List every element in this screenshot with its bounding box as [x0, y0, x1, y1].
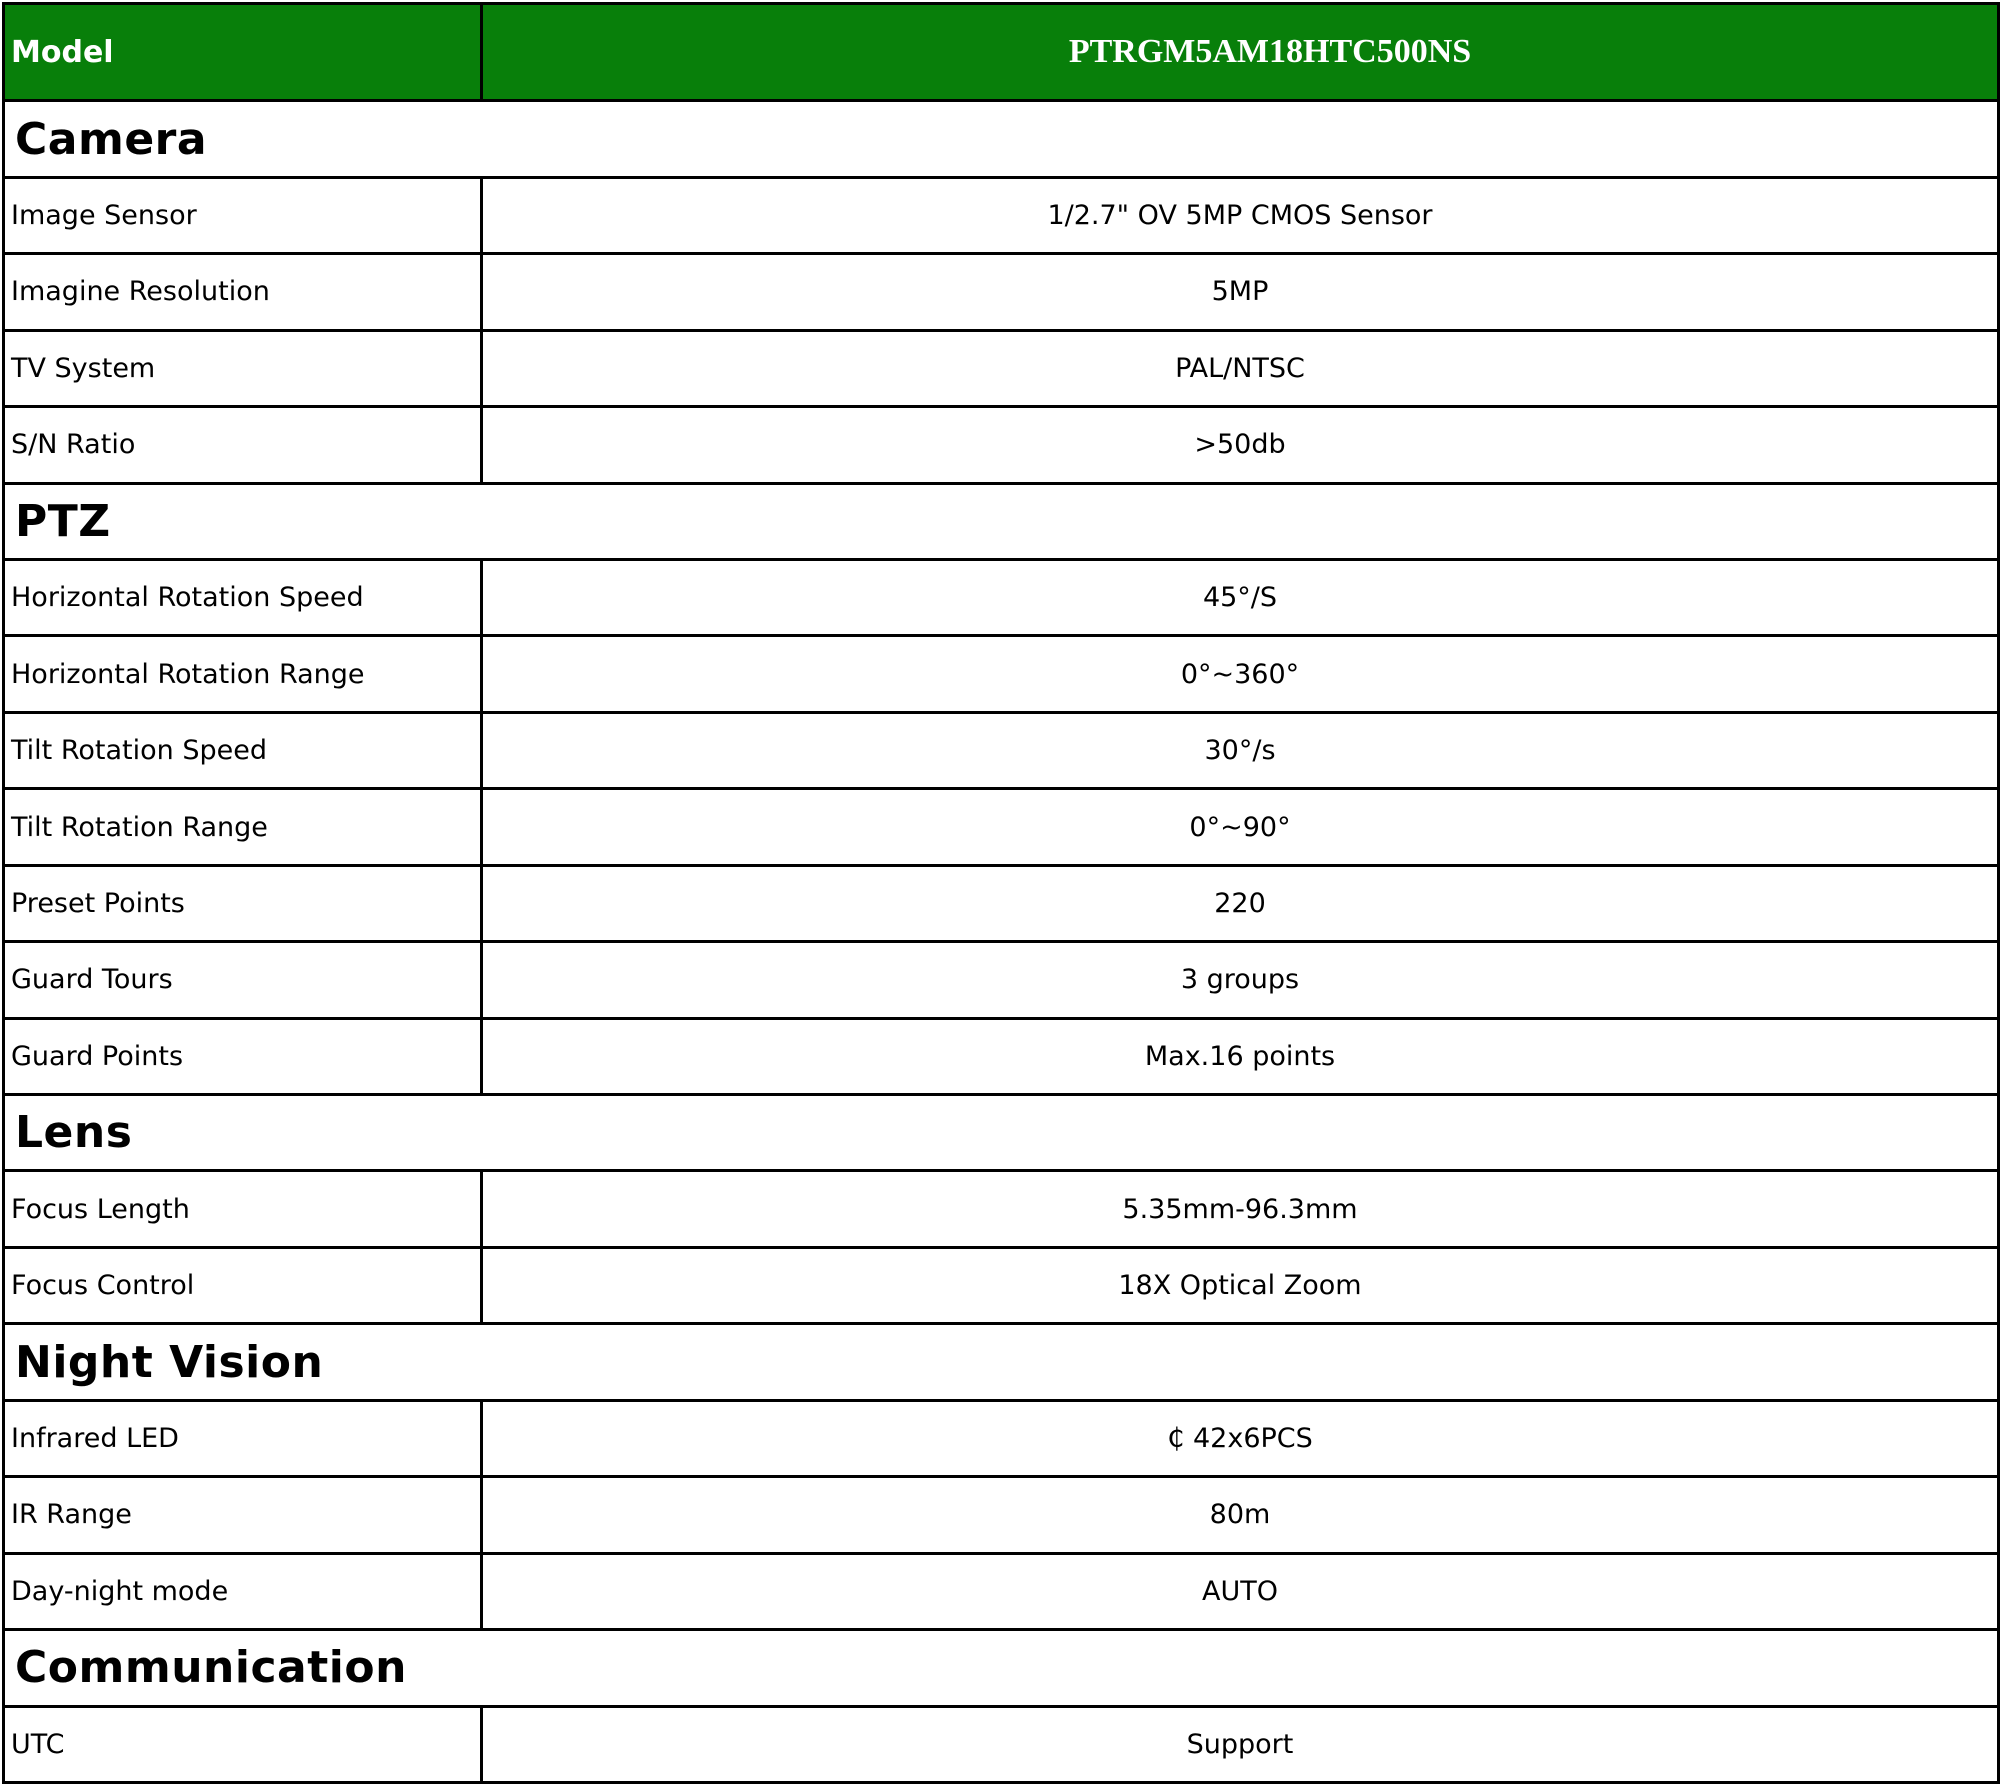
section-title: Camera	[4, 101, 1999, 177]
model-row	[4, 4, 1999, 101]
spec-row	[4, 1171, 1999, 1247]
spec-value: 5MP	[482, 254, 1999, 330]
spec-label: Focus Control	[4, 1247, 482, 1323]
spec-label: Imagine Resolution	[4, 254, 482, 330]
spec-value: Max.16 points	[482, 1018, 1999, 1094]
spec-value: 5.35mm-96.3mm	[482, 1171, 1999, 1247]
spec-value: 220	[482, 865, 1999, 941]
model-label: Model	[4, 4, 482, 101]
section-row-night-vision	[4, 1324, 1999, 1400]
section-row-camera	[4, 101, 1999, 177]
spec-label: Horizontal Rotation Range	[4, 636, 482, 712]
spec-value: Support	[482, 1706, 1999, 1782]
spec-value: 3 groups	[482, 942, 1999, 1018]
spec-value: 0°~360°	[482, 636, 1999, 712]
spec-row	[4, 559, 1999, 635]
spec-label: Day-night mode	[4, 1553, 482, 1629]
spec-label: Preset Points	[4, 865, 482, 941]
spec-row	[4, 942, 1999, 1018]
spec-row	[4, 407, 1999, 483]
spec-table	[2, 2, 2000, 1784]
section-row-lens	[4, 1095, 1999, 1171]
spec-row	[4, 1400, 1999, 1476]
spec-label: Tilt Rotation Range	[4, 789, 482, 865]
spec-label: Tilt Rotation Speed	[4, 712, 482, 788]
spec-label: S/N Ratio	[4, 407, 482, 483]
model-value: PTRGM5AM18HTC500NS	[482, 4, 1999, 101]
section-title: Lens	[4, 1095, 1999, 1171]
spec-row	[4, 712, 1999, 788]
section-title: Communication	[4, 1630, 1999, 1706]
spec-value: >50db	[482, 407, 1999, 483]
spec-label: Guard Tours	[4, 942, 482, 1018]
spec-value: 1/2.7" OV 5MP CMOS Sensor	[482, 177, 1999, 253]
spec-label: TV System	[4, 330, 482, 406]
spec-value: ₵ 42x6PCS	[482, 1400, 1999, 1476]
spec-value: 30°/s	[482, 712, 1999, 788]
spec-value: PAL/NTSC	[482, 330, 1999, 406]
spec-value: 45°/S	[482, 559, 1999, 635]
spec-value: 80m	[482, 1477, 1999, 1553]
spec-label: Focus Length	[4, 1171, 482, 1247]
spec-row	[4, 1477, 1999, 1553]
spec-label: Image Sensor	[4, 177, 482, 253]
spec-row	[4, 177, 1999, 253]
section-title: PTZ	[4, 483, 1999, 559]
spec-row	[4, 254, 1999, 330]
section-title: Night Vision	[4, 1324, 1999, 1400]
spec-row	[4, 1553, 1999, 1629]
spec-label: UTC	[4, 1706, 482, 1782]
spec-row	[4, 1247, 1999, 1323]
spec-value: 0°~90°	[482, 789, 1999, 865]
section-row-ptz	[4, 483, 1999, 559]
spec-label: Infrared LED	[4, 1400, 482, 1476]
spec-row	[4, 789, 1999, 865]
spec-row	[4, 865, 1999, 941]
spec-row	[4, 1018, 1999, 1094]
spec-label: Guard Points	[4, 1018, 482, 1094]
section-row-communication	[4, 1630, 1999, 1706]
spec-row	[4, 330, 1999, 406]
spec-label: Horizontal Rotation Speed	[4, 559, 482, 635]
spec-label: IR Range	[4, 1477, 482, 1553]
spec-row	[4, 636, 1999, 712]
spec-row	[4, 1706, 1999, 1782]
spec-value: 18X Optical Zoom	[482, 1247, 1999, 1323]
spec-value: AUTO	[482, 1553, 1999, 1629]
